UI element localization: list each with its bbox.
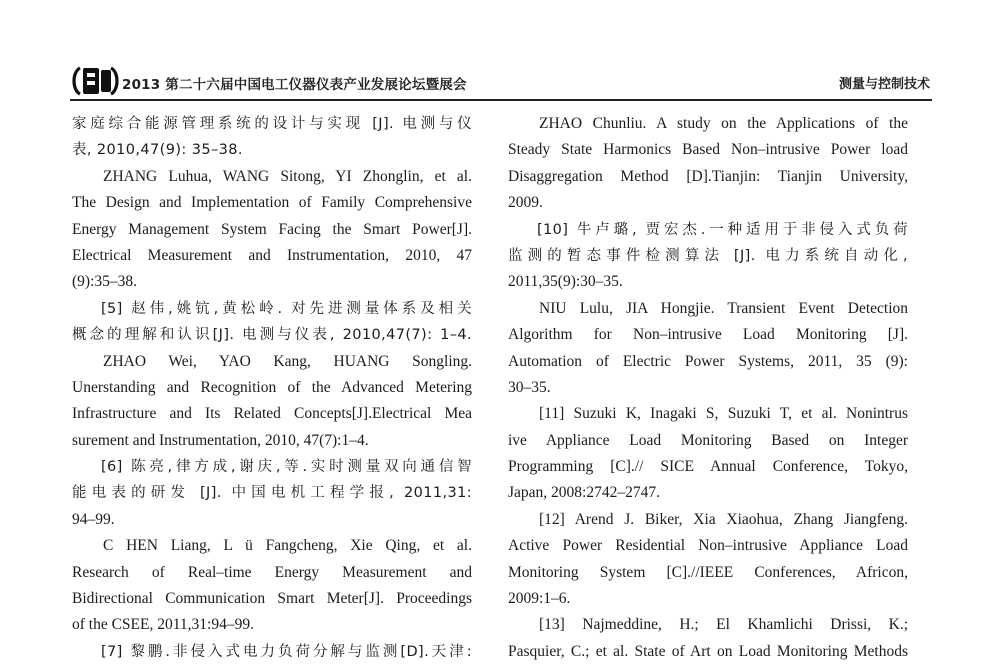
reference-line: [6] 陈亮,律方成,谢庆,等.实时测量双向通信智 [101,459,472,476]
left-column [72,111,472,665]
reference-line: [13] Najmeddine, H.; El Khamlichi Drissi, K.; [539,616,908,634]
reference-line: 2011,35(9):30–35. [508,273,623,291]
reference-line: 监测的暂态事件检测算法 [J]. 电力系统自动化, [508,247,908,264]
reference-line: Electrical Measurement and Instrumentation, 2010, 47 [72,246,472,264]
reference-line: 94–99. [72,510,115,528]
reference-line: surement and Instrumentation, 2010, 47(7):1–4. [72,431,369,449]
reference-line: of the CSEE, 2011,31:94–99. [72,616,254,634]
page-header [70,62,930,102]
reference-line: Infrastructure and Its Related Concepts[J].Electrical Mea [72,405,472,423]
reference-line: Algorithm for Non–intrusive Load Monitoring [J]. [508,326,908,344]
reference-line: Disaggregation Method [D].Tianjin: Tianjin University, [508,167,908,185]
reference-line: ZHANG Luhua, WANG Sitong, YI Zhonglin, et al. [103,167,472,185]
reference-line: 30–35. [508,378,551,396]
reference-line: Programming [C].// SICE Annual Conference, Tokyo, [508,458,908,476]
reference-line: ZHAO Chunliu. A study on the Applications of the [539,115,908,132]
reference-line: Bidirectional Communication Smart Meter[J]. Proceedings [72,590,472,608]
reference-line: Japan, 2008:2742–2747. [508,484,660,502]
reference-line: 概念的理解和认识[J]. 电测与仪表, 2010,47(7): 1–4. [72,327,472,344]
reference-line: The Design and Implementation of Family Comprehensive [72,194,472,212]
right-column [508,111,908,665]
reference-line: Pasquier, C.; et al. State of Art on Load Monitoring Methods [508,642,908,660]
reference-line: 家庭综合能源管理系统的设计与实现 [J]. 电测与仪 [72,116,472,132]
reference-line: 能电表的研发 [J]. 中国电机工程学报, 2011,31: [72,485,472,502]
reference-line: 2009. [508,194,543,212]
reference-line: 2009:1–6. [508,590,571,608]
reference-line: [10] 牛卢璐, 贾宏杰.一种适用于非侵入式负荷 [537,221,908,238]
reference-line: [7] 黎鹏.非侵入式电力负荷分解与监测[D].天津: [101,643,472,660]
reference-line: ive Appliance Load Monitoring Based on Integer [508,431,908,449]
reference-line: Monitoring System [C].//IEEE Conferences, Africon, [508,563,908,581]
conference-title: 2013 第二十六届中国电工仪器仪表产业发展论坛暨展会 [122,77,467,93]
reference-line: [12] Arend J. Biker, Xia Xiaohua, Zhang Jiangfeng. [539,510,908,528]
reference-line: (9):35–38. [72,273,138,291]
header-divider [70,99,932,101]
reference-line: Energy Management System Facing the Smart Power[J]. [72,220,472,238]
reference-line: Steady State Harmonics Based Non–intrusive Power load [508,141,908,159]
reference-line: 表, 2010,47(9): 35–38. [72,142,243,159]
conference-logo-icon [70,64,120,98]
reference-line: [11] Suzuki K, Inagaki S, Suzuki T, et al. Nonintrus [539,405,908,423]
reference-line: [5] 赵伟,姚钪,黄松岭. 对先进测量体系及相关 [101,300,472,317]
reference-line: Automation of Electric Power Systems, 2011, 35 (9): [508,352,908,370]
reference-line: Unerstanding and Recognition of the Advanced Metering [72,378,472,396]
reference-line: ZHAO Wei, YAO Kang, HUANG Songling. [103,352,472,370]
reference-line: Research of Real–time Energy Measurement and [72,563,472,581]
reference-line: C HEN Liang, L ü Fangcheng, Xie Qing, et al. [103,537,472,555]
section-name: 测量与控制技术 [838,77,930,92]
reference-line: Active Power Residential Non–intrusive Appliance Load [508,537,908,555]
reference-line: NIU Lulu, JIA Hongjie. Transient Event Detection [539,299,908,317]
